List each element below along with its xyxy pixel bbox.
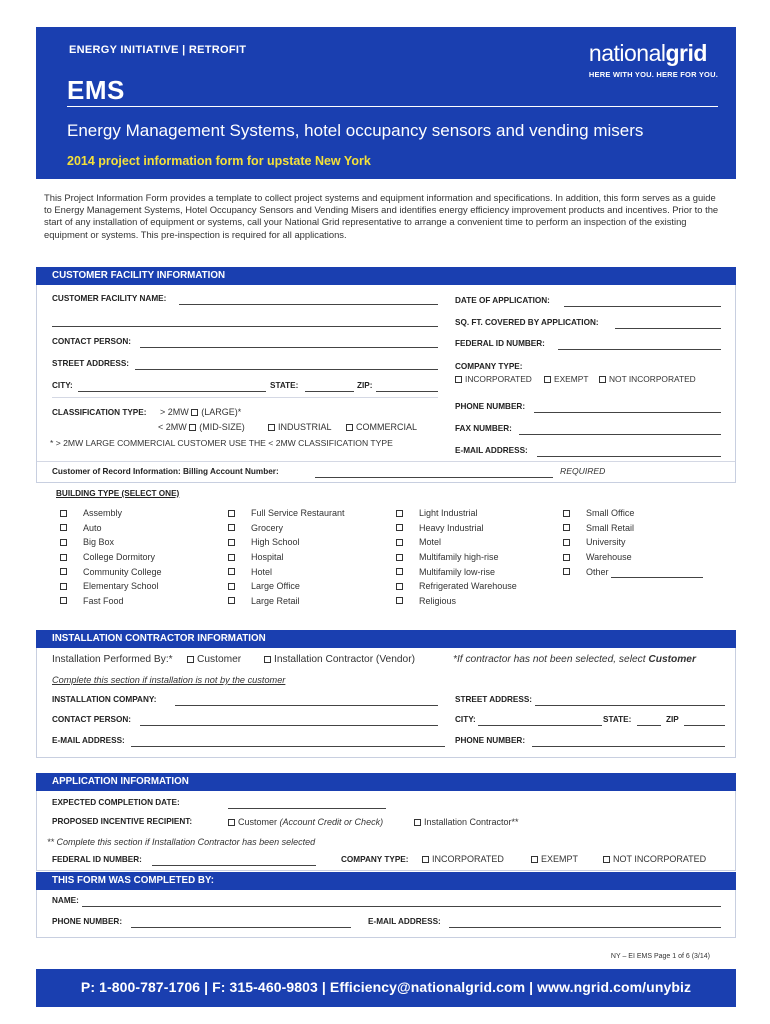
checkbox-icon [563, 554, 570, 561]
section-completed-by: THIS FORM WAS COMPLETED BY: [36, 872, 736, 890]
zip-field[interactable] [376, 391, 438, 392]
completed-name-label: NAME: [52, 896, 79, 905]
building-type-label: Fast Food [83, 595, 124, 606]
checkbox-icon [60, 597, 67, 604]
completion-date-label: EXPECTED COMPLETION DATE: [52, 798, 180, 807]
building-type-heading: BUILDING TYPE (SELECT ONE) [56, 489, 180, 498]
classification-note: * > 2MW LARGE COMMERCIAL CUSTOMER USE THE < 2MW CLASSIFICATION TYPE [50, 438, 393, 448]
recipient-customer-option[interactable]: Customer (Account Credit or Check) [228, 817, 383, 827]
building-type-option[interactable] [396, 594, 517, 609]
billing-account-label: Customer of Record Information: Billing Account Number: [52, 467, 279, 476]
installation-company-field[interactable] [175, 705, 438, 706]
building-type-label: Assembly [83, 508, 123, 519]
recipient-contractor-option[interactable]: Installation Contractor** [414, 817, 519, 827]
app-company-type-exempt[interactable]: EXEMPT [531, 854, 578, 864]
page-subtitle: 2014 project information form for upstate New York [67, 154, 371, 168]
building-type-option[interactable] [60, 506, 162, 521]
building-type-option[interactable] [228, 521, 345, 536]
checkbox-icon [396, 597, 403, 604]
completion-date-field[interactable] [228, 808, 386, 809]
checkbox-icon [228, 819, 235, 826]
app-federal-id-field[interactable] [152, 865, 316, 866]
building-type-option[interactable] [563, 550, 634, 565]
building-type-label: Hospital [251, 552, 284, 563]
contractor-instruction: Complete this section if installation is not by the customer [52, 675, 286, 685]
contractor-state-label: STATE: [603, 715, 632, 724]
checkbox-icon [60, 510, 67, 517]
checkbox-icon [531, 856, 538, 863]
building-type-label: Other [586, 566, 609, 577]
checkbox-icon [396, 554, 403, 561]
building-type-option[interactable] [396, 579, 517, 594]
building-type-label: Small Office [586, 508, 635, 519]
header-rule [67, 106, 718, 107]
contractor-note: *If contractor has not been selected, select Customer [453, 654, 696, 665]
fax-field[interactable] [519, 434, 721, 435]
checkbox-icon [346, 424, 353, 431]
checkbox-icon [563, 524, 570, 531]
performed-by-customer[interactable]: Customer [187, 654, 241, 665]
building-type-label: Light Industrial [419, 508, 478, 519]
checkbox-icon [264, 656, 271, 663]
building-type-option[interactable] [563, 506, 634, 521]
logo-bold: grid [665, 40, 707, 66]
incentive-recipient-label: PROPOSED INCENTIVE RECIPIENT: [52, 817, 193, 826]
building-type-label: Warehouse [586, 552, 632, 563]
checkbox-icon [228, 568, 235, 575]
checkbox-icon [228, 524, 235, 531]
checkbox-icon [60, 568, 67, 575]
checkbox-icon [563, 539, 570, 546]
building-type-label: Multifamily low-rise [419, 566, 496, 577]
section-installation-contractor: INSTALLATION CONTRACTOR INFORMATION [36, 630, 736, 648]
building-type-option[interactable] [60, 521, 162, 536]
program-name: EMS [67, 75, 125, 105]
fax-label: FAX NUMBER: [455, 424, 512, 433]
state-field[interactable] [305, 391, 354, 392]
building-type-option[interactable] [563, 521, 634, 536]
intro-paragraph: This Project Information Form provides a template to collect project systems and equipment information and specifications. In addition, this form serves as a guide to Energy Management Systems, Hotel Occupancy Sensors and Vending Misers and identifies energy efficiency improvement products and incentives. Prior to the start of any installation of equipment or systems, call your National Grid representative to arrange a convenient time to perform an inspection of the existing equipment or systems. This pre-inspection is required for all applications. [44, 192, 719, 240]
building-type-label: High School [251, 537, 300, 548]
phone-label: PHONE NUMBER: [455, 402, 526, 411]
building-type-option[interactable] [563, 535, 634, 550]
building-type-option[interactable] [228, 550, 345, 565]
page-number: NY – EI EMS Page 1 of 6 (3/14) [610, 953, 710, 960]
checkbox-icon [563, 510, 570, 517]
date-of-application-label: DATE OF APPLICATION: [455, 296, 550, 305]
checkbox-icon [455, 376, 462, 383]
checkbox-icon [268, 424, 275, 431]
building-type-column [396, 506, 517, 608]
checkbox-icon [60, 554, 67, 561]
divider [52, 397, 438, 398]
federal-id-label: FEDERAL ID NUMBER: [455, 339, 545, 348]
app-company-type-label: COMPANY TYPE: [341, 855, 409, 864]
performed-by-label: Installation Performed By:* [52, 654, 173, 665]
city-field[interactable] [78, 391, 266, 392]
completed-name-field[interactable] [82, 906, 721, 907]
building-type-column [228, 506, 345, 608]
building-type-label: Hotel [251, 566, 273, 577]
checkbox-icon [60, 583, 67, 590]
checkbox-icon [189, 424, 196, 431]
contractor-email-label: E-MAIL ADDRESS: [52, 736, 125, 745]
building-type-label: College Dormitory [83, 552, 156, 563]
email-field[interactable] [537, 456, 721, 457]
city-label: CITY: [52, 381, 73, 390]
customer-facility-panel [36, 285, 736, 483]
state-label: STATE: [270, 381, 299, 390]
contractor-street-label: STREET ADDRESS: [455, 695, 533, 704]
completed-phone-field[interactable] [131, 927, 351, 928]
federal-id-field[interactable] [558, 349, 721, 350]
required-note: REQUIRED [560, 466, 606, 476]
building-type-label: Elementary School [83, 581, 159, 592]
phone-field[interactable] [534, 412, 721, 413]
building-type-option[interactable] [396, 506, 517, 521]
building-type-option[interactable] [60, 594, 162, 609]
building-type-option[interactable] [228, 594, 345, 609]
building-type-label: Large Retail [251, 595, 300, 606]
building-type-label: Heavy Industrial [419, 522, 484, 533]
checkbox-icon [228, 597, 235, 604]
class-large-option[interactable]: > 2MW (LARGE)* [160, 407, 242, 417]
building-type-option[interactable] [396, 564, 517, 579]
facility-name-field[interactable] [179, 304, 438, 305]
checkbox-icon [396, 539, 403, 546]
checkbox-icon [563, 568, 570, 575]
building-type-label: Community College [83, 566, 162, 577]
building-type-option[interactable] [228, 506, 345, 521]
building-type-label: Full Service Restaurant [251, 508, 345, 519]
building-type-label: Multifamily high-rise [419, 552, 499, 563]
page-title: Energy Management Systems, hotel occupancy sensors and vending misers [67, 121, 644, 140]
zip-label: ZIP: [357, 381, 373, 390]
installation-company-label: INSTALLATION COMPANY: [52, 695, 157, 704]
contractor-street-field[interactable] [535, 705, 725, 706]
billing-account-field[interactable] [315, 477, 553, 478]
contractor-zip-label: ZIP [666, 715, 679, 724]
contractor-phone-label: PHONE NUMBER: [455, 736, 526, 745]
completed-email-field[interactable] [449, 927, 721, 928]
checkbox-icon [396, 510, 403, 517]
building-type-option[interactable] [228, 579, 345, 594]
building-type-option[interactable] [60, 535, 162, 550]
building-type-label: Religious [419, 595, 457, 606]
checkbox-icon [60, 539, 67, 546]
contact-person-field[interactable] [140, 347, 438, 348]
contractor-city-field[interactable] [478, 725, 602, 726]
contractor-zip-field[interactable] [684, 725, 725, 726]
sq-ft-field[interactable] [615, 328, 721, 329]
contractor-contact-field[interactable] [140, 725, 438, 726]
checkbox-icon [228, 539, 235, 546]
app-federal-id-label: FEDERAL ID NUMBER: [52, 855, 142, 864]
building-type-label: Motel [419, 537, 442, 548]
building-type-option[interactable] [396, 550, 517, 565]
building-type-option[interactable] [228, 564, 345, 579]
checkbox-icon [599, 376, 606, 383]
sq-ft-label: SQ. FT. COVERED BY APPLICATION: [455, 318, 599, 327]
header-banner [36, 27, 736, 179]
classification-type-label: CLASSIFICATION TYPE: [52, 408, 147, 417]
checkbox-icon [422, 856, 429, 863]
checkbox-icon [228, 583, 235, 590]
street-address-field[interactable] [135, 369, 438, 370]
contact-footer: P: 1-800-787-1706 | F: 315-460-9803 | Efficiency@nationalgrid.com | www.ngrid.com/unybiz [36, 969, 736, 1007]
completed-by-panel [36, 890, 736, 938]
company-type-incorporated[interactable]: INCORPORATED [455, 374, 532, 384]
building-type-label: University [586, 537, 626, 548]
building-type-label: Big Box [83, 537, 115, 548]
contractor-email-field[interactable] [131, 746, 445, 747]
contractor-phone-field[interactable] [532, 746, 725, 747]
completed-email-label: E-MAIL ADDRESS: [368, 917, 441, 926]
date-of-application-field[interactable] [564, 306, 721, 307]
contractor-contact-label: CONTACT PERSON: [52, 715, 131, 724]
program-kicker: ENERGY INITIATIVE | RETROFIT [69, 44, 247, 56]
class-industrial-option[interactable]: INDUSTRIAL [268, 422, 332, 432]
building-type-option[interactable] [60, 579, 162, 594]
building-type-label: Auto [83, 522, 102, 533]
section-application-information: APPLICATION INFORMATION [36, 773, 736, 791]
checkbox-icon [544, 376, 551, 383]
checkbox-icon [191, 409, 198, 416]
building-type-option[interactable] [396, 521, 517, 536]
checkbox-icon [396, 583, 403, 590]
checkbox-icon [396, 568, 403, 575]
street-address-label: STREET ADDRESS: [52, 359, 130, 368]
building-type-option[interactable] [60, 564, 162, 579]
building-type-label: Small Retail [586, 522, 635, 533]
checkbox-icon [187, 656, 194, 663]
company-type-exempt[interactable]: EXEMPT [544, 374, 588, 384]
email-label: E-MAIL ADDRESS: [455, 446, 528, 455]
checkbox-icon [228, 554, 235, 561]
building-type-label: Large Office [251, 581, 300, 592]
facility-name-field-2[interactable] [52, 326, 438, 327]
class-mid-option[interactable]: < 2MW (MID-SIZE) [158, 422, 245, 432]
app-company-type-not-incorporated[interactable]: NOT INCORPORATED [603, 854, 706, 864]
building-type-column [60, 506, 162, 608]
divider [37, 461, 735, 462]
checkbox-icon [414, 819, 421, 826]
building-type-option[interactable] [60, 550, 162, 565]
building-type-option[interactable] [228, 535, 345, 550]
application-note: ** Complete this section if Installation Contractor has been selected [47, 837, 316, 847]
building-type-label: Grocery [251, 522, 284, 533]
performed-by-contractor[interactable]: Installation Contractor (Vendor) [264, 654, 415, 665]
checkbox-icon [396, 524, 403, 531]
checkbox-icon [60, 524, 67, 531]
building-type-label: Refrigerated Warehouse [419, 581, 517, 592]
company-type-not-incorporated[interactable]: NOT INCORPORATED [599, 374, 696, 384]
checkbox-icon [603, 856, 610, 863]
national-grid-logo [589, 42, 718, 79]
logo-light: national [588, 40, 666, 66]
checkbox-icon [228, 510, 235, 517]
section-customer-facility: CUSTOMER FACILITY INFORMATION [36, 267, 736, 285]
building-type-column [563, 506, 634, 579]
building-type-option[interactable] [396, 535, 517, 550]
contractor-city-label: CITY: [455, 715, 476, 724]
facility-name-label: CUSTOMER FACILITY NAME: [52, 294, 167, 303]
app-company-type-incorporated[interactable]: INCORPORATED [422, 854, 504, 864]
contractor-state-field[interactable] [637, 725, 661, 726]
completed-phone-label: PHONE NUMBER: [52, 917, 123, 926]
brand-tagline: HERE WITH YOU. HERE FOR YOU. [588, 70, 718, 79]
other-field[interactable] [611, 577, 703, 578]
class-commercial-option[interactable]: COMMERCIAL [346, 422, 417, 432]
company-type-label: COMPANY TYPE: [455, 362, 523, 371]
contact-person-label: CONTACT PERSON: [52, 337, 131, 346]
